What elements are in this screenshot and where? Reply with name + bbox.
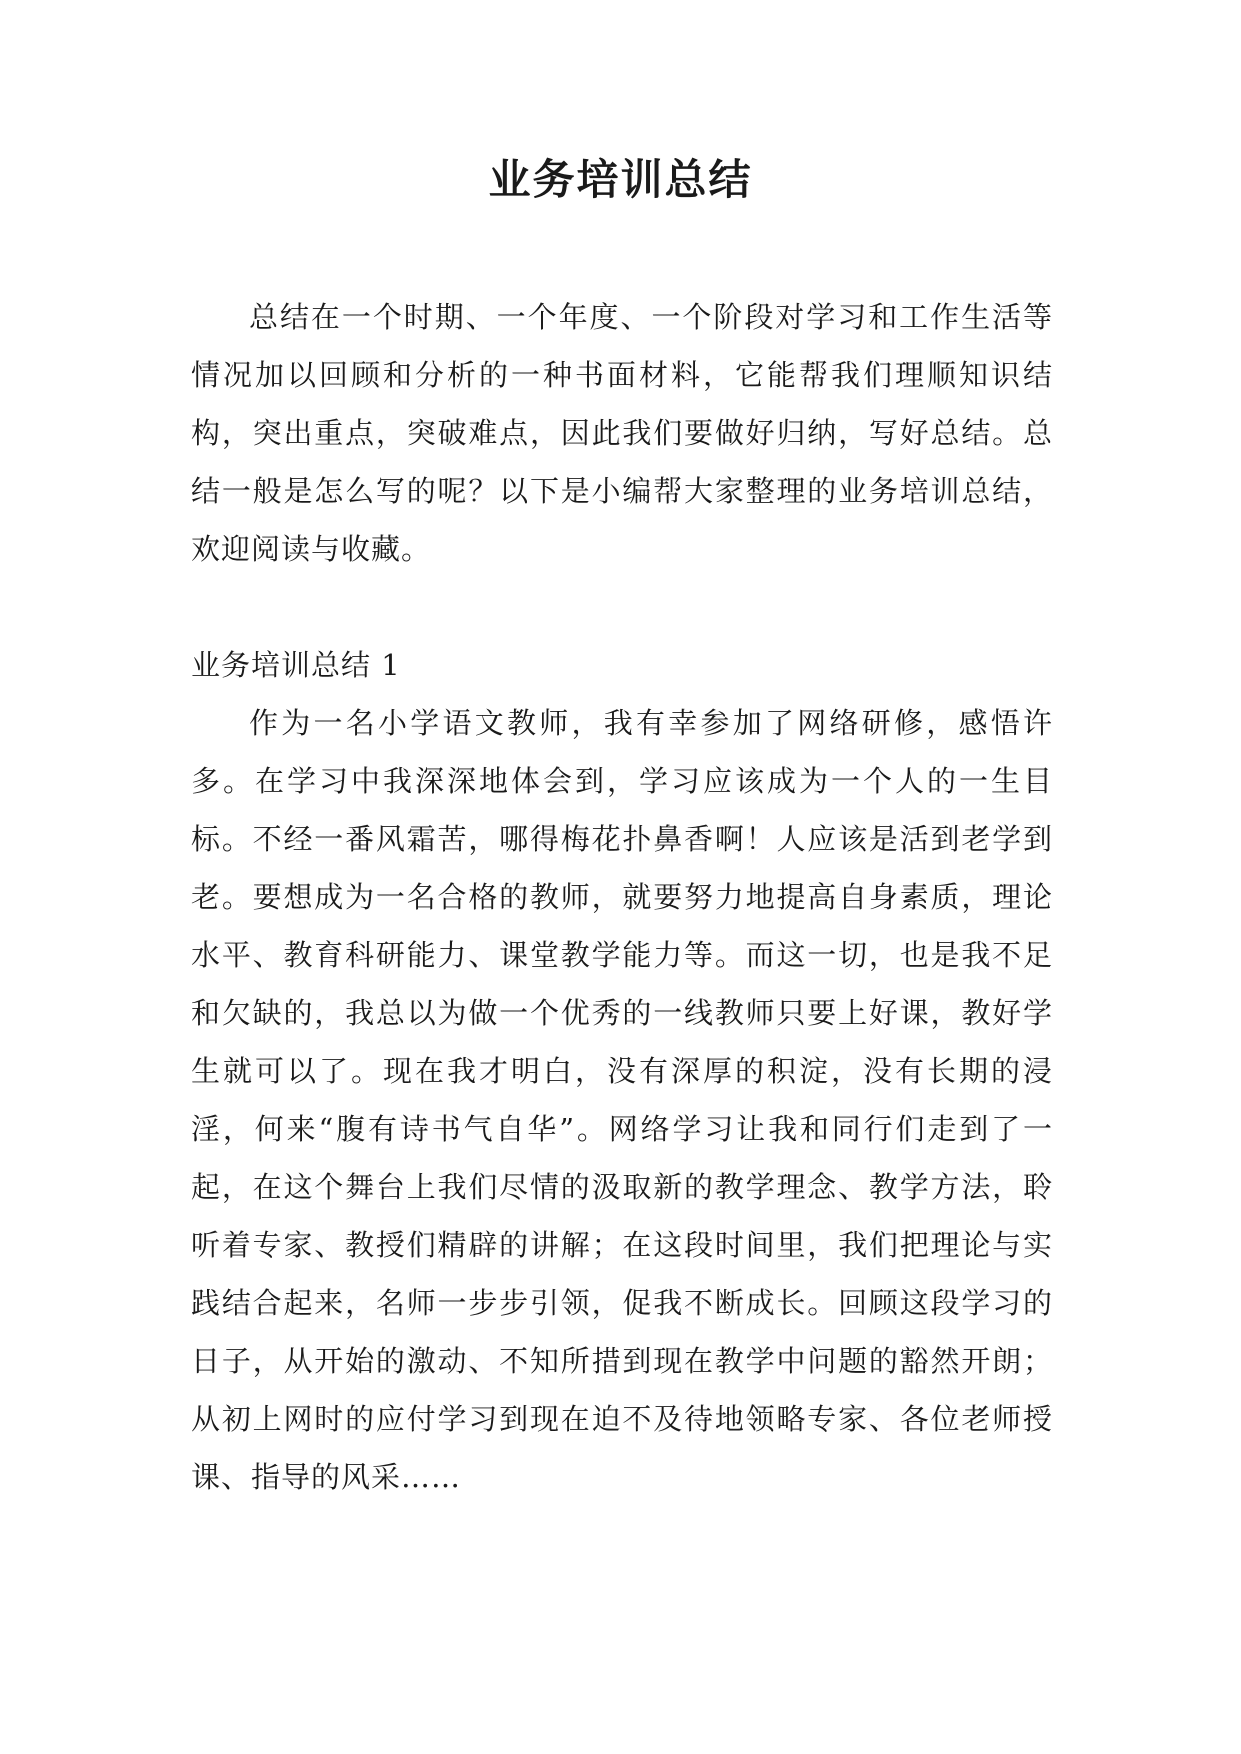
section-heading: 业务培训总结 1: [191, 648, 401, 682]
section-1: [191, 636, 1053, 1506]
document-body: [191, 288, 1053, 1506]
document-title: 业务培训总结: [488, 155, 753, 204]
intro-paragraph: 总结在一个时期、一个年度、一个阶段对学习和工作生活等情况加以回顾和分析的一种书面材料，它能帮我们理顺知识结构，突出重点，突破难点，因此我们要做好归纳，写好总结。总结一般是怎么写的呢？以下是小编帮大家整理的业务培训总结，欢迎阅读与收藏。: [191, 300, 1053, 566]
section-paragraph: 作为一名小学语文教师，我有幸参加了网络研修，感悟许多。在学习中我深深地体会到，学习应该成为一个人的一生目标。不经一番风霜苦，哪得梅花扑鼻香啊！人应该是活到老学到老。要想成为一名合格的教师，就要努力地提高自身素质，理论水平、教育科研能力、课堂教学能力等。而这一切，也是我不足和欠缺的，我总以为做一个优秀的一线教师只要上好课，教好学生就可以了。现在我才明白，没有深厚的积淀，没有长期的浸淫，何来“腹有诗书气自华”。网络学习让我和同行们走到了一起，在这个舞台上我们尽情的汲取新的教学理念、教学方法，聆听着专家、教授们精辟的讲解；在这段时间里，我们把理论与实践结合起来，名师一步步引领，促我不断成长。回顾这段学习的日子，从开始的激动、不知所措到现在教学中问题的豁然开朗；从初上网时的应付学习到现在迫不及待地领略专家、各位老师授课、指导的风采……: [191, 706, 1053, 1494]
